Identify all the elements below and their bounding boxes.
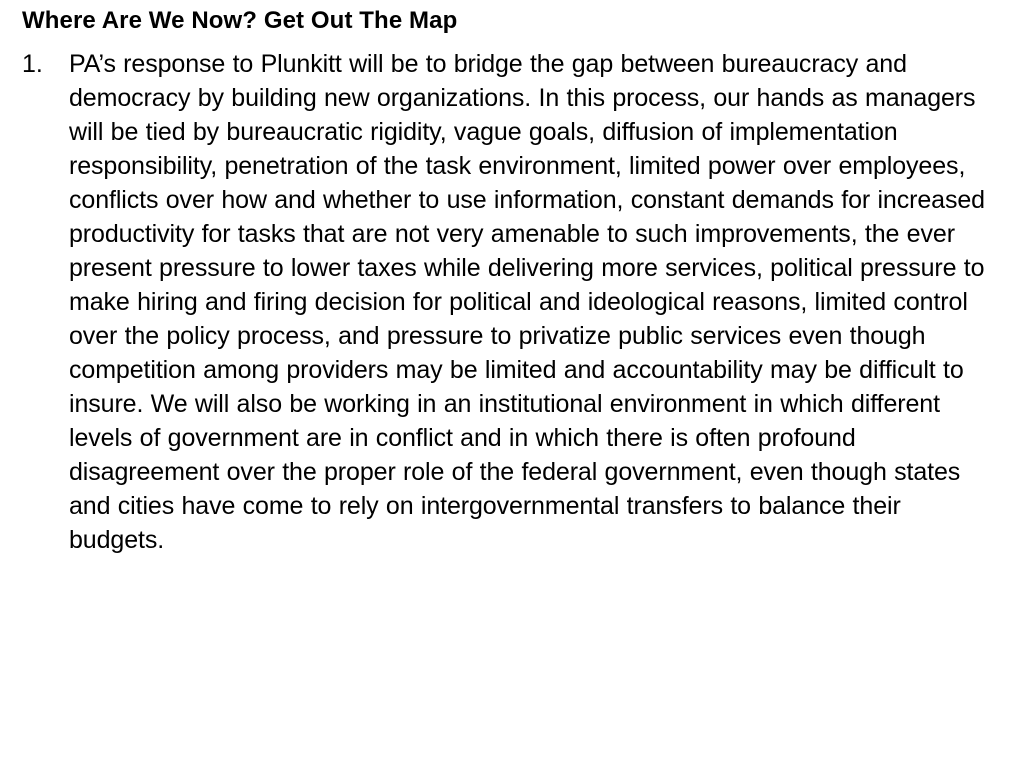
list-item-text: PA’s response to Plunkitt will be to bridge the gap between bureaucracy and democracy by building new organizations. In this process, our hands as managers will be tied by bureaucratic rigidity, vague goals, diffusion of implementation responsibility, penetration of the task environment, limited power over employees, conflicts over how and whether to use information, constant demands for increased productivity for tasks that are not very amenable to such improvements, the ever present pressure to lower taxes while delivering more services, political pressure to make hiring and firing decision for political and ideological reasons, limited control over the policy process, and pressure to privatize public services even though competition among providers may be limited and accountability may be difficult to insure. We will also be working in an institutional environment in which different levels of government are in conflict and in which there is often profound disagreement over the proper role of the federal government, even though states and cities have come to rely on intergovernmental transfers to balance their budgets. — [69, 50, 985, 554]
slide-content — [22, 4, 1002, 557]
slide-heading: Where Are We Now? Get Out The Map — [22, 7, 458, 34]
list-item-number: 1. — [22, 50, 43, 78]
numbered-list-item — [22, 47, 1002, 557]
